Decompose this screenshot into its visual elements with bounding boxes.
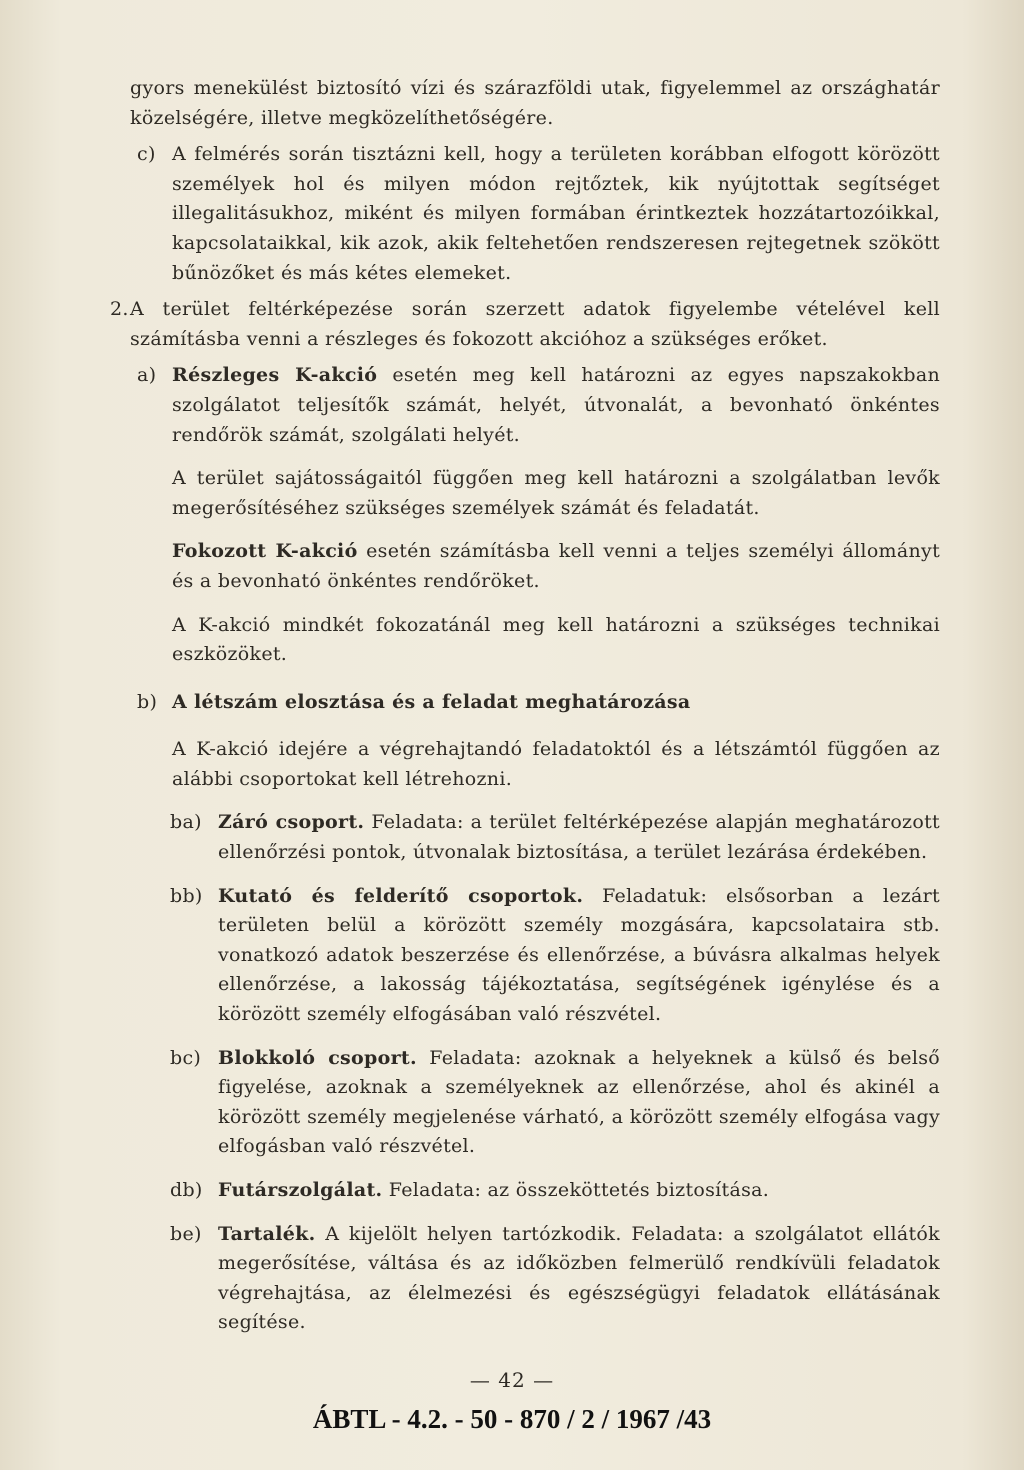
paragraph-text: A terület sajátosságaitól függően meg kell határozni a szolgálatban levők megerősítéséhez szükséges személyek számát és feladatát. xyxy=(172,467,940,519)
bold-term: Kutató és felderítő csoportok. xyxy=(218,884,584,907)
paragraph-fokozott xyxy=(130,537,940,596)
paragraph-technical xyxy=(130,611,940,670)
list-marker: db) xyxy=(170,1179,203,1201)
paragraph-text: Feladata: az összeköttetés biztosítása. xyxy=(382,1179,770,1201)
paragraph-continuation xyxy=(130,74,940,133)
paragraph-ba xyxy=(130,808,940,867)
bold-term: Tartalék. xyxy=(218,1222,316,1245)
paragraph-text: esetén számításba kell venni a teljes személyi állományt és a bevonható önkéntes rendőröket. xyxy=(172,540,941,592)
paragraph-a xyxy=(130,361,940,450)
paragraph-text: Feladata: azoknak a helyeknek a külső és belső figyelése, azoknak a személyeknek az ellenőrzése, ahol és akinél a körözött személy megjelenése várható, a körözött személy elfogása vagy elfogásban való részvétel. xyxy=(218,1046,941,1158)
list-marker: c) xyxy=(137,143,156,166)
paragraph-text: A K-akció idejére a végrehajtandó feladatoktól és a létszámtól függően az alábbi csoportokat kell létrehozni. xyxy=(172,738,940,790)
list-marker: b) xyxy=(137,690,158,713)
list-marker: ba) xyxy=(170,811,202,834)
list-marker: a) xyxy=(137,364,157,387)
paragraph-text: Feladata: a terület feltérképezése alapján meghatározott ellenőrzési pontok, útvonalak biztosítása, a terület lezárása érdekében. xyxy=(218,811,940,864)
paragraph-2 xyxy=(110,295,940,354)
paragraph-text: Feladatuk: elsősorban a lezárt területen belül a körözött személy mozgására, kapcsolataira stb. vonatkozó adatok beszerzése és ellenőrzése, a búvásra alkalmas helyek ellenőrzése, a lakosság tájékoztatása, segítségének igénylése és a körözött személy elfogásában való részvétel. xyxy=(218,884,940,1026)
list-marker: 2. xyxy=(110,298,129,321)
paragraph-text: A terület feltérképezése során szerzett adatok figyelembe vételével kell számításba venni a részleges és fokozott akcióhoz a szükséges erőket. xyxy=(130,298,940,350)
list-marker: bb) xyxy=(170,884,203,907)
bold-term: Fokozott K-akció xyxy=(172,540,358,563)
bold-term: Futárszolgálat. xyxy=(218,1179,383,1201)
paragraph-bb xyxy=(130,882,940,1030)
paragraph-c xyxy=(130,140,940,288)
page-number: — 42 — xyxy=(469,1368,555,1392)
list-marker: bc) xyxy=(170,1046,202,1069)
paragraph-text: esetén meg kell határozni az egyes napszakokban szolgálatot teljesítők számát, helyét, útvonalát, a bevonható önkéntes rendőrök számát, szolgálati helyét. xyxy=(172,364,940,446)
paragraph-db xyxy=(130,1176,940,1206)
section-heading: A létszám elosztása és a feladat meghatározása xyxy=(172,690,691,713)
paragraph-be xyxy=(130,1220,940,1338)
paragraph-text: A felmérés során tisztázni kell, hogy a területen korábban elfogott körözött személyek hol és milyen módon rejtőztek, kik nyújtottak segítséget illegalitásukhoz, miként és milyen formában érintkeztek hozzátartozóikkal, kapcsolataikkal, kik azok, akik feltehetően rendszeresen rejtegetnek szökött bűnözőket és más kétes elemeket. xyxy=(172,143,940,284)
list-marker: be) xyxy=(170,1222,202,1245)
paragraph-text: A K-akció mindkét fokozatánál meg kell határozni a szükséges technikai eszközöket. xyxy=(172,613,940,666)
paragraph-bc xyxy=(130,1044,940,1162)
paragraph-text: A kijelölt helyen tartózkodik. Feladata: a szolgálatot ellátók megerősítése, váltása és az időközben felmerülő rendkívüli feladatok végrehajtása, az élelmezési és egészségügyi feladatok ellátásának segítése. xyxy=(218,1222,940,1334)
paragraph-text: gyors menekülést biztosító vízi és szárazföldi utak, figyelemmel az országhatár közelségére, illetve megközelíthetőségére. xyxy=(130,77,940,129)
body-text xyxy=(110,74,941,1338)
paragraph-area-specifics xyxy=(130,464,940,523)
bold-term: Blokkoló csoport. xyxy=(218,1046,417,1069)
paragraph-b-heading xyxy=(130,688,940,718)
paragraph-groups-intro xyxy=(130,735,940,794)
bold-term: Részleges K-akció xyxy=(172,364,378,387)
bold-term: Záró csoport. xyxy=(218,811,365,834)
archive-reference: ÁBTL - 4.2. - 50 - 870 / 2 / 1967 /43 xyxy=(312,1404,712,1434)
